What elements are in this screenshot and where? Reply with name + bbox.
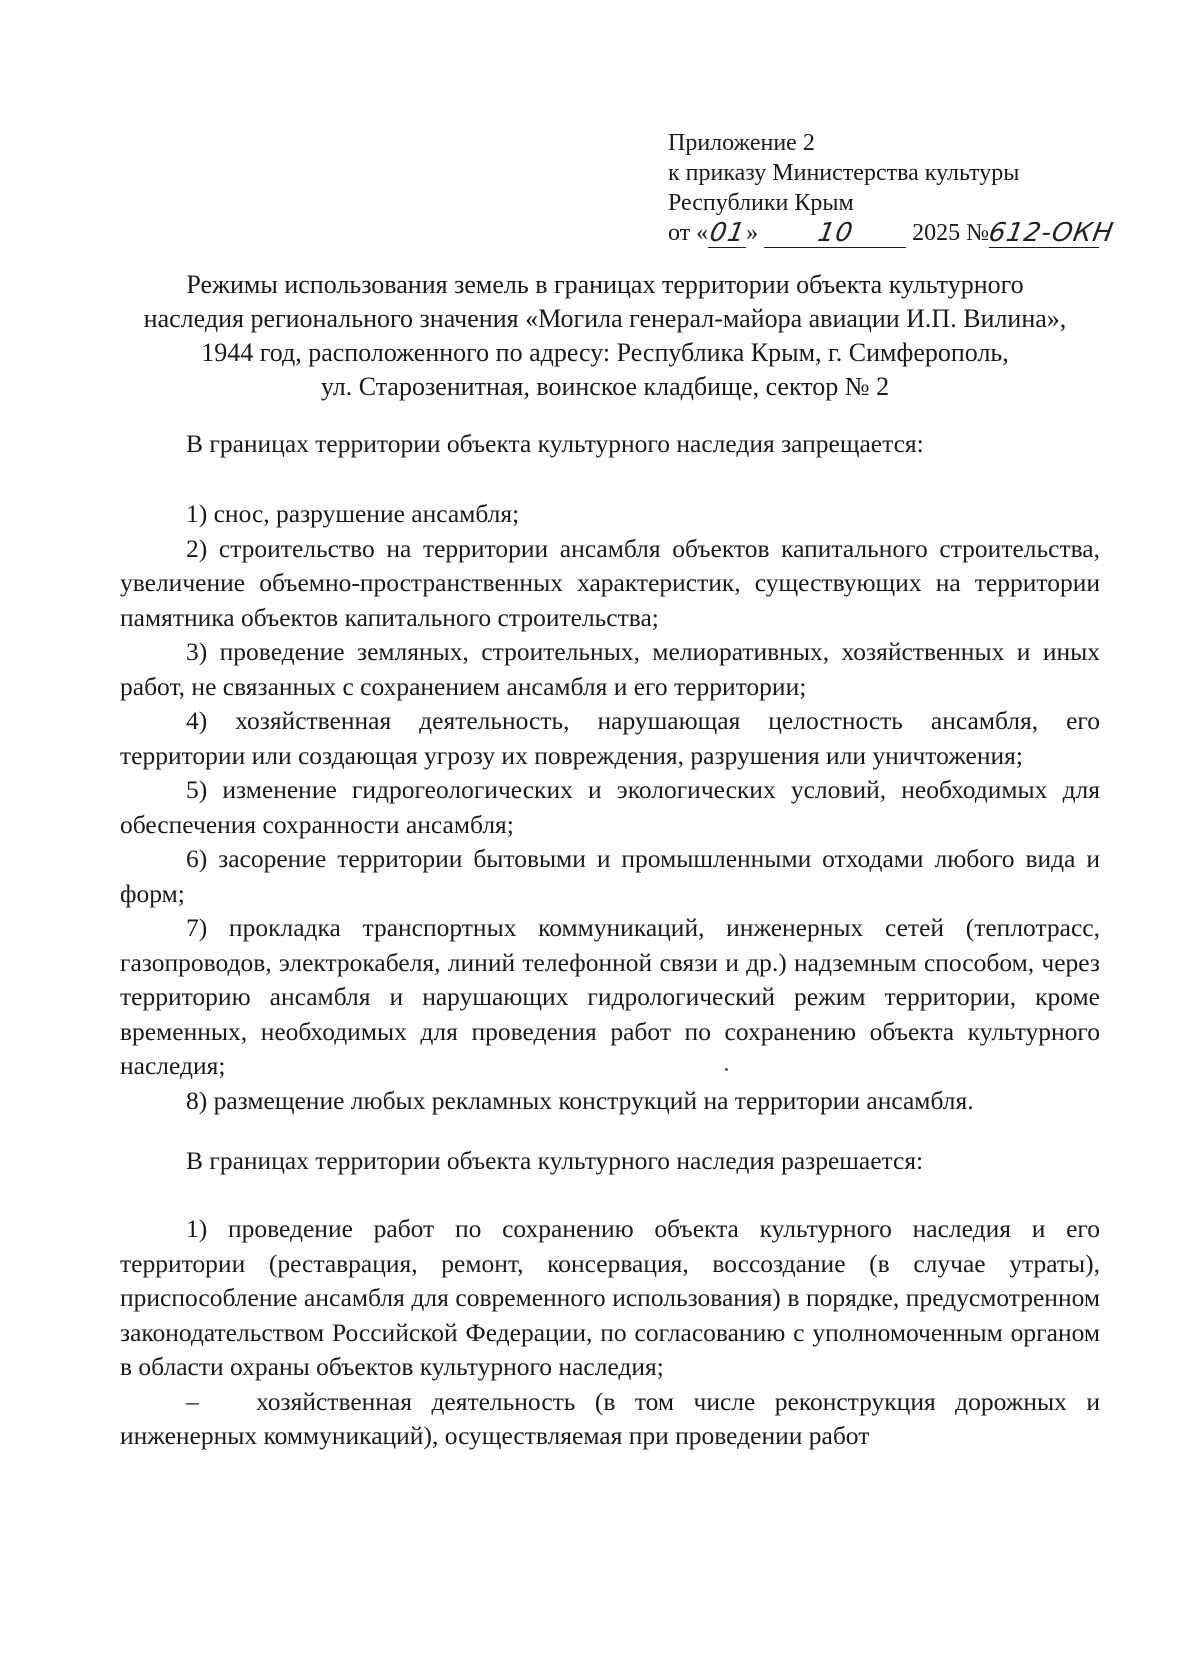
title-line-4: ул. Старозенитная, воинское кладбище, сектор № 2: [320, 372, 890, 401]
prohibited-item: 7) прокладка транспортных коммуникаций, инженерных сетей (теплотрасс, газопроводов, электрокабеля, линий телефонной связи и др.) надземным способом, через территорию ансамбля и нарушающих гидрологический режим территории, кроме временных, необходимых для проведения работ по сохранению объекта культурного наследия;: [120, 913, 1100, 1080]
dash-marker: –: [186, 1386, 199, 1416]
prohibited-heading: В границах территории объекта культурного наследия запрещается:: [186, 429, 924, 458]
month-blank: [764, 219, 906, 248]
prohibited-list: [120, 497, 1100, 1118]
allowed-item: 1) проведение работ по сохранению объекта культурного наследия и его территории (реставрация, ремонт, консервация, воссоздание (в случае утраты), приспособление ансамбля для современного использования) в порядке, предусмотренном законодательством Российской Федерации, по согласованию с уполномоченным органом в области охраны объектов культурного наследия;: [120, 1214, 1100, 1381]
handwritten-day: 01: [706, 218, 748, 248]
prohibited-item: 8) размещение любых рекламных конструкций на территории ансамбля.: [186, 1085, 974, 1115]
prohibited-item: 4) хозяйственная деятельность, нарушающая целостность ансамбля, его территории или создающая угрозу их повреждения, разрушения или уничтожения;: [120, 706, 1100, 770]
allowed-item-text: хозяйственная деятельность (в том числе реконструкция дорожных и инженерных коммуникаций), осуществляемая при проведении работ: [120, 1386, 1100, 1450]
attachment-line-3: Республики Крым: [668, 190, 854, 216]
handwritten-month: 10: [814, 218, 856, 248]
attachment-header: [668, 128, 1117, 248]
allowed-heading: В границах территории объекта культурного наследия разрешается:: [186, 1146, 924, 1175]
date-prefix: от «: [668, 220, 709, 246]
date-mid: »: [746, 220, 759, 246]
allowed-item: [120, 1385, 1100, 1454]
prohibited-item: 6) засорение территории бытовыми и промышленными отходами любого вида и форм;: [120, 844, 1100, 908]
attachment-line-2: к приказу Министерства культуры: [668, 160, 1020, 186]
title-line-2: наследия регионального значения «Могила генерал-майора авиации И.П. Вилина»,: [143, 304, 1067, 333]
prohibited-item: 3) проведение земляных, строительных, мелиоративных, хозяйственных и иных работ, не связанных с сохранением ансамбля и его территории;: [120, 637, 1100, 701]
prohibited-item: 1) снос, разрушение ансамбля;: [186, 499, 520, 528]
prohibited-item: 2) строительство на территории ансамбля объектов капитального строительства, увеличение объемно-пространственных характеристик, существующих на территории памятника объектов капитального строительства;: [120, 533, 1100, 632]
document-title: [110, 268, 1100, 404]
number-blank: [986, 218, 1117, 248]
year-and-number-label: 2025 №: [912, 220, 990, 246]
title-line-3: 1944 год, расположенного по адресу: Республика Крым, г. Симферополь,: [201, 338, 1009, 367]
allowed-list: [120, 1212, 1100, 1454]
attachment-line-1: Приложение 2: [668, 130, 815, 156]
order-date-line: [668, 218, 1117, 248]
handwritten-order-number: 612-ОКН: [986, 218, 1117, 248]
scan-speck: [725, 1068, 728, 1071]
title-line-1: Режимы использования земель в границах территории объекта культурного: [186, 270, 1024, 299]
prohibited-item: 5) изменение гидрогеологических и экологических условий, необходимых для обеспечения сохранности ансамбля;: [120, 775, 1100, 839]
day-blank: [708, 219, 746, 248]
